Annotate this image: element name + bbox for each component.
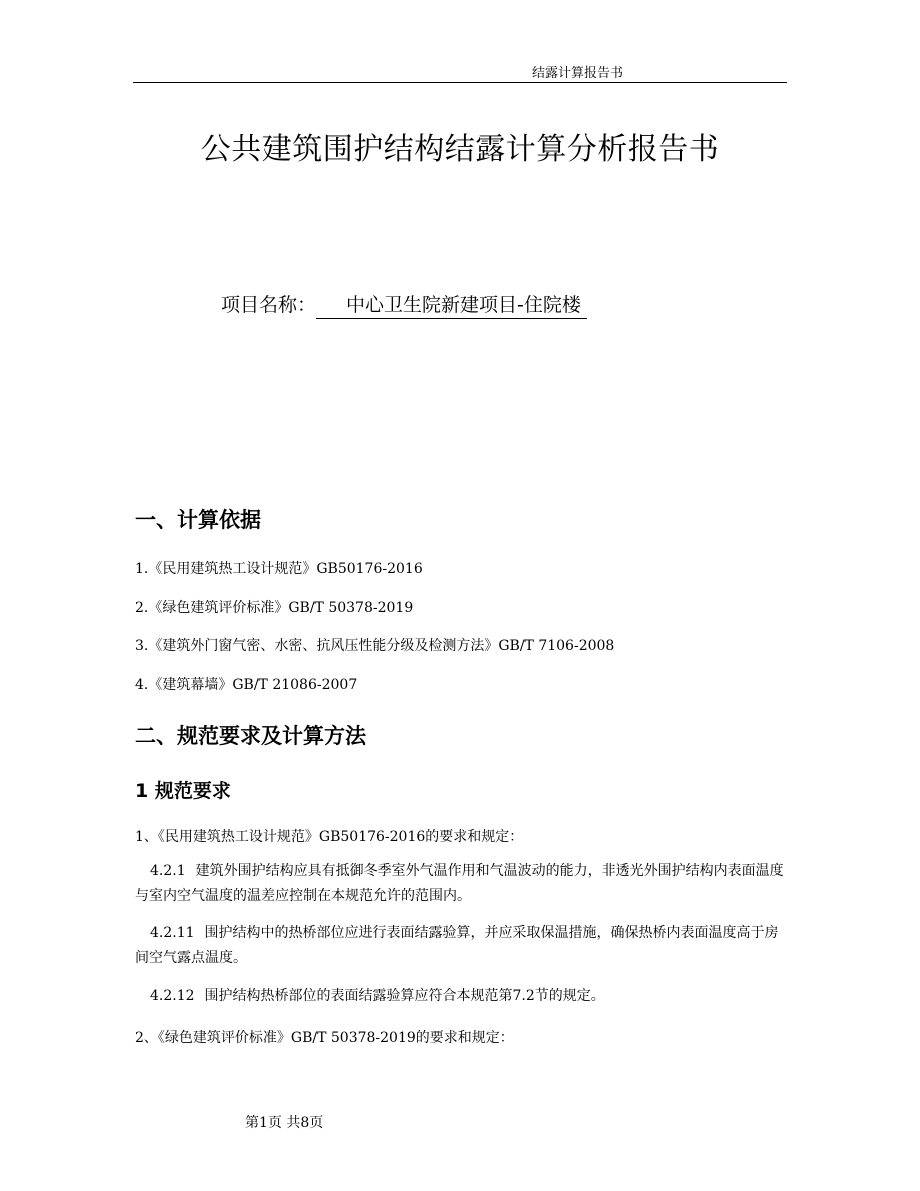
standard-intro-1: 1、《民用建筑热工设计规范》GB50176-2016的要求和规定： [135,829,524,845]
clause-text: 围护结构中的热桥部位应进行表面结露验算，并应采取保温措施，确保热桥内表面温度高于房间空气露点温度。 [135,925,779,966]
reference-item-1: 1.《民用建筑热工设计规范》GB50176-2016 [135,561,423,577]
project-label: 项目名称： [221,294,317,316]
clause-4-2-1 [135,859,787,909]
reference-item-2: 2.《绿色建筑评价标准》GB/T 50378-2019 [135,600,414,616]
reference-item-4: 4.《建筑幕墙》GB/T 21086-2007 [135,677,358,693]
project-name-line [221,290,587,319]
section2-heading: 二、规范要求及计算方法 [135,724,366,748]
section1-heading: 一、计算依据 [135,508,261,532]
clause-number: 4.2.12 [150,988,195,1004]
reference-item-3: 3.《建筑外门窗气密、水密、抗风压性能分级及检测方法》GB/T 7106-2008 [135,638,615,654]
clause-number: 4.2.11 [150,925,195,941]
running-header: 结露计算报告书 [532,66,624,81]
subsection-heading: 1 规范要求 [135,780,231,802]
page-footer: 第1页 共8页 [245,1115,324,1131]
project-name-value: 中心卫生院新建项目-住院楼 [316,290,587,319]
clause-text: 建筑外围护结构应具有抵御冬季室外气温作用和气温波动的能力，非透光外围护结构内表面温度与室内空气温度的温差应控制在本规范允许的范围内。 [135,863,784,904]
document-title: 公共建筑围护结构结露计算分析报告书 [200,132,720,167]
clause-number: 4.2.1 [150,863,186,879]
standard-intro-2: 2、《绿色建筑评价标准》GB/T 50378-2019的要求和规定： [135,1030,514,1046]
clause-4-2-12 [135,984,787,1009]
header-rule [133,82,787,83]
clause-4-2-11 [135,921,787,971]
clause-text: 围护结构热桥部位的表面结露验算应符合本规范第7.2节的规定。 [204,988,605,1004]
